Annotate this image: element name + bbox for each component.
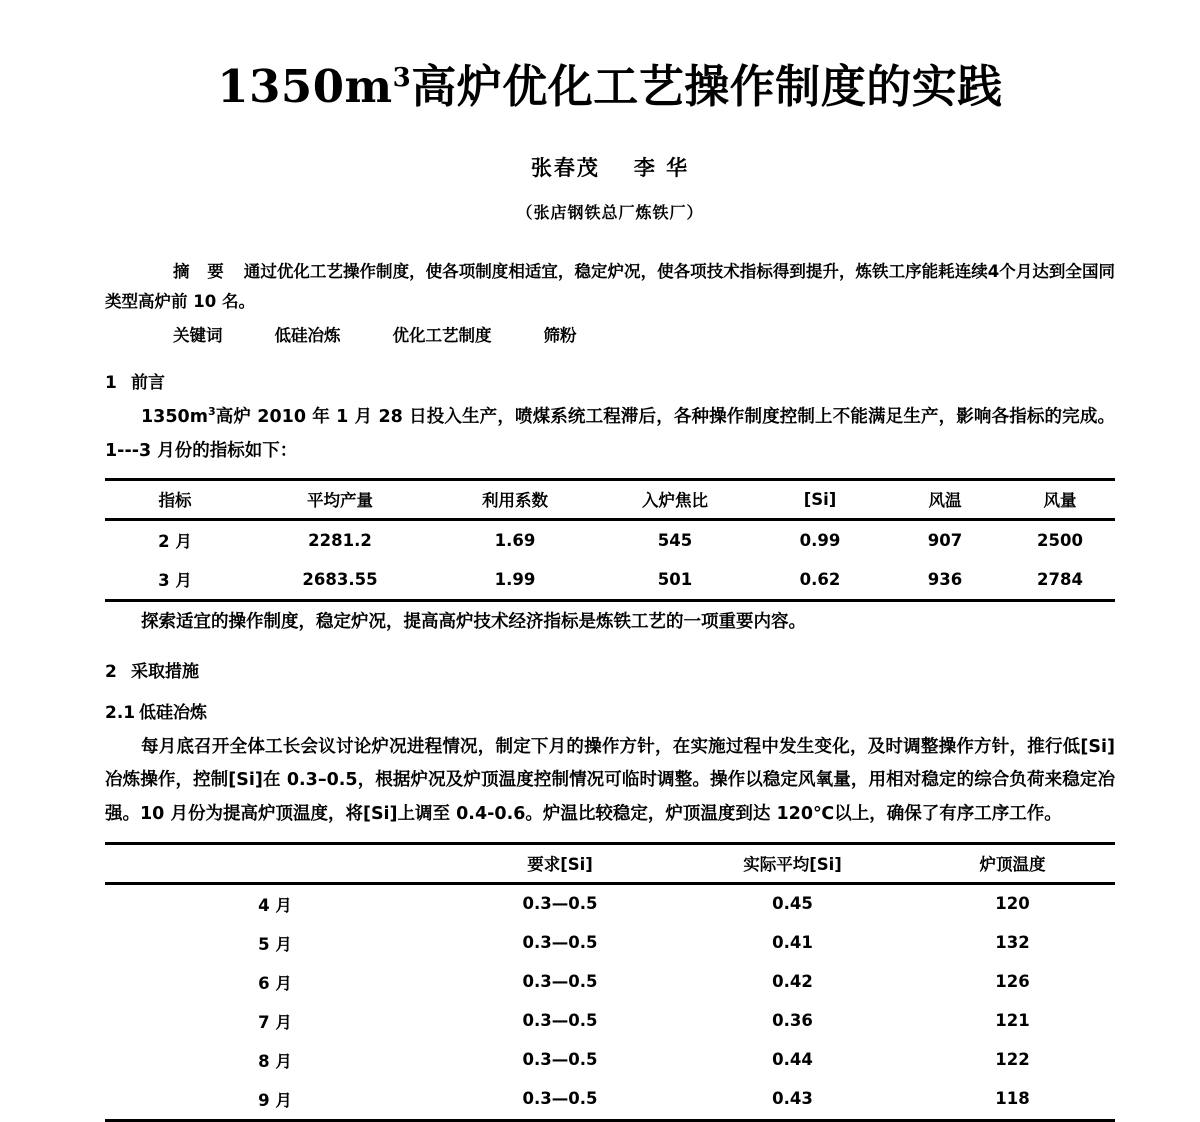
table-cell: 2784 (1005, 560, 1115, 601)
table-column-header-empty (105, 843, 445, 883)
table-row (105, 924, 1115, 963)
table-cell: 0.3—0.5 (522, 972, 598, 991)
table-row (105, 883, 1115, 924)
table-cell: 4 月 (258, 895, 292, 915)
table-column-header: 炉顶温度 (910, 843, 1115, 883)
table-cell: 545 (657, 530, 693, 550)
section-1-paragraph (105, 401, 1115, 468)
table-cell: 0.62 (755, 560, 885, 601)
table-cell: 0.99 (799, 530, 841, 550)
table-row (105, 520, 1115, 561)
section-1-closing-paragraph: 探索适宜的操作制度，稳定炉况，提高高炉技术经济指标是炼铁工艺的一项重要内容。 (141, 612, 806, 633)
keywords-line (105, 321, 1115, 351)
table-cell: 0.42 (772, 972, 813, 991)
table-si-temperature (105, 842, 1115, 1122)
paragraph-superscript: 3 (207, 405, 216, 419)
keyword-item: 低硅冶炼 (274, 326, 341, 346)
table-cell: 1.69 (494, 530, 536, 550)
keyword-item: 优化工艺制度 (392, 326, 492, 346)
section-number: 2 (105, 661, 117, 682)
section-2-1-paragraph: 每月底召开全体工长会议讨论炉况进程情况，制定下月的操作方针，在实施过程中发生变化，及时调整操作方针，推行低[Si]冶炼操作，控制[Si]在 0.3–0.5，根据炉况及炉顶温度控制情况可临时调整。操作以稳定风氧量，用相对稳定的综合负荷来稳定冶强。10 月份为提高炉顶温度，将[Si]上调至 0.4-0.6。炉温比较稳定，炉顶温度到达 120℃以上，确保了有序工序工作。 (105, 736, 1115, 824)
subsection-title: 低硅冶炼 (139, 703, 207, 724)
table-cell: 1.99 (435, 560, 595, 601)
table-row (105, 1041, 1115, 1080)
table-cell: 120 (995, 894, 1030, 913)
table-cell: 3 月 (105, 560, 245, 601)
keywords-label: 关键词 (173, 326, 223, 346)
table-column-header: [Si] (755, 480, 885, 520)
title-main-before: 1350m (217, 60, 393, 113)
table-cell: 8 月 (258, 1051, 292, 1071)
table-column-header: 利用系数 (435, 480, 595, 520)
table-header-row (105, 480, 1115, 520)
table-cell: 0.36 (772, 1011, 813, 1030)
table-cell: 0.45 (772, 894, 813, 913)
section-number: 1 (105, 373, 117, 394)
table-cell: 0.3—0.5 (522, 894, 598, 913)
table-cell: 126 (995, 972, 1030, 991)
section-title: 前言 (131, 373, 165, 394)
table-cell: 0.3—0.5 (522, 933, 598, 952)
table-cell: 0.44 (772, 1050, 813, 1069)
title-main-after: 高炉优化工艺操作制度的实践 (411, 60, 1003, 113)
table-cell: 7 月 (258, 1012, 292, 1032)
abstract-text: 通过优化工艺操作制度，使各项制度相适宜，稳定炉况，使各项技术指标得到提升，炼铁工序能耗连续4个月达到全国同类型高炉前 10 名。 (105, 262, 1115, 312)
subsection-number: 2.1 (105, 703, 136, 724)
table-header-row (105, 843, 1115, 883)
paragraph-rest: 高炉 2010 年 1 月 28 日投入生产，喷煤系统工程滞后，各种操作制度控制上不能满足生产，影响各指标的完成。1---3 月份的指标如下： (105, 406, 1115, 461)
abstract-label: 摘 要 (173, 262, 230, 282)
keyword-item: 筛粉 (543, 326, 577, 346)
table-cell: 2 月 (158, 532, 192, 552)
section-heading-2-1 (105, 701, 1115, 727)
table-cell: 501 (595, 560, 755, 601)
table-column-header: 风量 (1005, 480, 1115, 520)
table-cell: 2500 (1037, 530, 1083, 550)
abstract-block (105, 257, 1115, 317)
table-column-header: 实际平均[Si] (675, 843, 910, 883)
table-cell: 132 (995, 933, 1030, 952)
table-cell: 0.41 (772, 933, 813, 952)
table-cell: 936 (885, 560, 1005, 601)
table-cell: 907 (927, 530, 963, 550)
table-cell: 0.3—0.5 (522, 1011, 598, 1030)
table-cell: 0.43 (675, 1080, 910, 1121)
table-cell: 6 月 (258, 973, 292, 993)
table-column-header: 入炉焦比 (595, 480, 755, 520)
table-row (105, 1080, 1115, 1121)
table-column-header: 指标 (105, 480, 245, 520)
abstract-paragraph (105, 257, 1115, 317)
table-cell: 122 (995, 1050, 1030, 1069)
table-row (105, 1002, 1115, 1041)
author-name-1: 张春茂 (530, 156, 600, 181)
table-cell: 0.3—0.5 (522, 1050, 598, 1069)
title-superscript: 3 (392, 63, 412, 93)
section-title: 采取措施 (131, 661, 199, 682)
table-row (105, 560, 1115, 601)
table-cell: 118 (910, 1080, 1115, 1121)
table-cell: 2683.55 (245, 560, 435, 601)
author-affiliation: （张店钢铁总厂炼铁厂） (516, 203, 704, 223)
page-title (105, 0, 1115, 112)
section-heading-1 (105, 371, 1115, 397)
table-cell: 2281.2 (308, 530, 372, 550)
table-cell: 0.3—0.5 (445, 1080, 675, 1121)
table-column-header: 平均产量 (245, 480, 435, 520)
table-column-header: 风温 (885, 480, 1005, 520)
table-column-header: 要求[Si] (445, 843, 675, 883)
author-line (105, 152, 1115, 182)
section-heading-2 (105, 660, 1115, 686)
table-cell: 9 月 (105, 1080, 445, 1121)
table-indicators (105, 478, 1115, 602)
paragraph-prefix: 1350m (141, 406, 208, 427)
table-row (105, 963, 1115, 1002)
author-name-2: 李 华 (633, 156, 690, 181)
page-content (105, 0, 1115, 1122)
table-cell: 121 (995, 1011, 1030, 1030)
table-cell: 5 月 (258, 934, 292, 954)
